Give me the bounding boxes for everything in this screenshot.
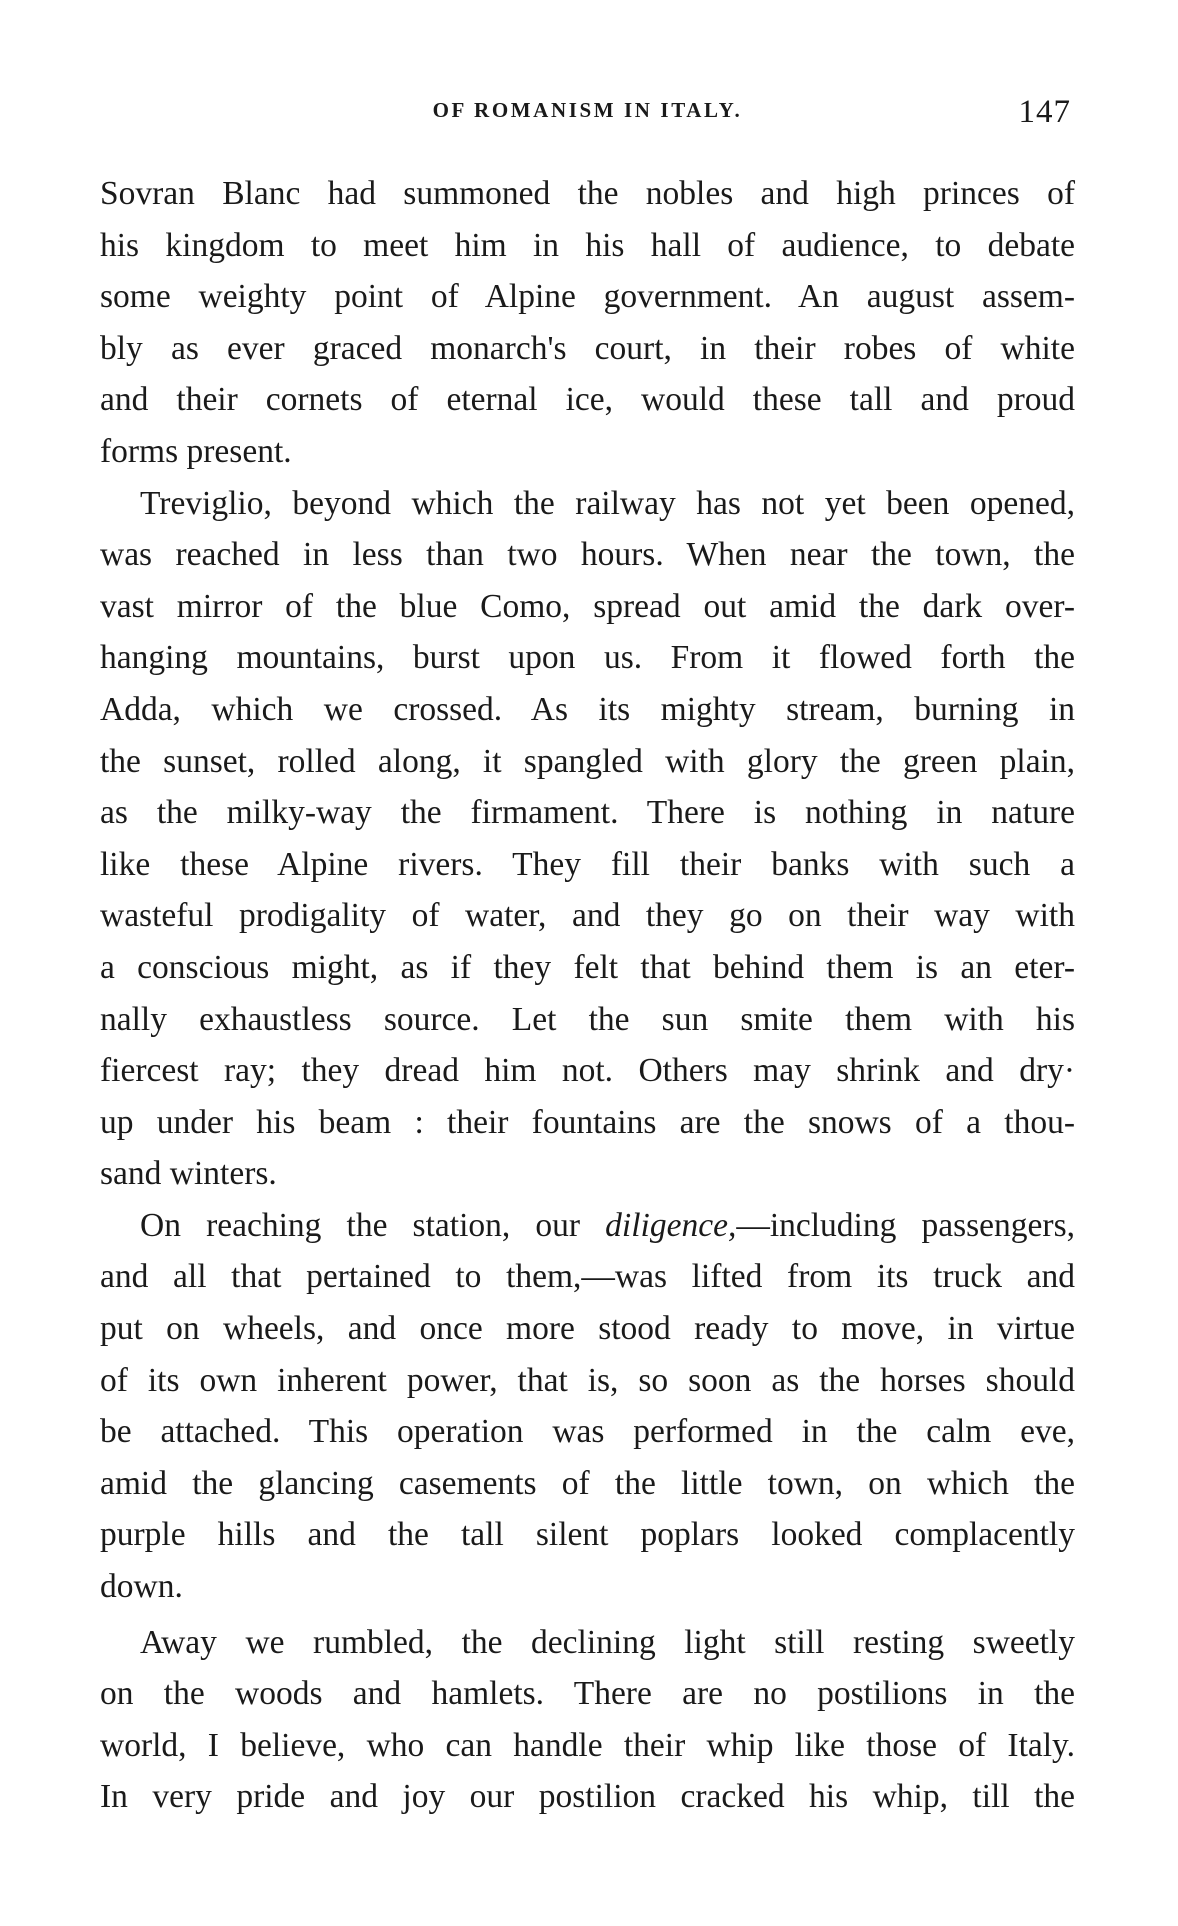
page-number: 147 xyxy=(1018,94,1071,130)
text-line: his kingdom to meet him in his hall of audience, to debate xyxy=(100,226,1075,264)
paragraph-3 xyxy=(100,1200,1075,1613)
text-line: wasteful prodigality of water, and they go on their way with xyxy=(100,897,1075,935)
text-line: down. xyxy=(100,1568,183,1606)
text-line: of its own inherent power, that is, so soon as the horses should xyxy=(100,1361,1075,1399)
paragraph-1 xyxy=(100,168,1075,478)
text-line: vast mirror of the blue Como, spread out amid the dark over- xyxy=(100,587,1075,625)
text-line: bly as ever graced monarch's court, in their robes of white xyxy=(100,329,1075,367)
text-line: and all that pertained to them,—was lifted from its truck and xyxy=(100,1258,1075,1296)
text-line: up under his beam : their fountains are the snows of a thou- xyxy=(100,1103,1075,1141)
text-line: Adda, which we crossed. As its mighty stream, burning in xyxy=(100,690,1075,728)
text-line: forms present. xyxy=(100,432,292,470)
paragraph-4 xyxy=(100,1617,1075,1823)
text-line: was reached in less than two hours. When near the town, the xyxy=(100,536,1075,574)
text-line: as the milky-way the firmament. There is nothing in nature xyxy=(100,794,1075,832)
text-line: sand winters. xyxy=(100,1155,277,1193)
text-line: Treviglio, beyond which the railway has not yet been opened, xyxy=(140,484,1075,522)
text-line-with-italic xyxy=(100,1200,1075,1252)
paragraph-2 xyxy=(100,478,1075,1200)
text-line: put on wheels, and once more stood ready to move, in virtue xyxy=(100,1310,1075,1348)
text-line: In very pride and joy our postilion cracked his whip, till the xyxy=(100,1778,1075,1816)
text-line: world, I believe, who can handle their whip like those of Italy. xyxy=(100,1726,1075,1764)
text-line: on the woods and hamlets. There are no postilions in the xyxy=(100,1675,1075,1713)
text-segment: —including passengers, xyxy=(736,1206,1075,1244)
text-line: Sovran Blanc had summoned the nobles and high princes of xyxy=(100,175,1075,212)
text-line: fiercest ray; they dread him not. Others may shrink and dry· xyxy=(100,1052,1075,1090)
text-segment: On reaching the station, our xyxy=(140,1206,606,1244)
italic-word: diligence, xyxy=(605,1206,737,1244)
text-line: the sunset, rolled along, it spangled with glory the green plain, xyxy=(100,742,1075,780)
text-line: purple hills and the tall silent poplars looked complacently xyxy=(100,1516,1075,1554)
text-line: nally exhaustless source. Let the sun smite them with his xyxy=(100,1000,1075,1038)
text-line: be attached. This operation was performed in the calm eve, xyxy=(100,1413,1075,1451)
text-line: and their cornets of eternal ice, would these tall and proud xyxy=(100,381,1075,419)
text-line: amid the glancing casements of the little town, on which the xyxy=(100,1464,1075,1502)
running-head xyxy=(100,94,1075,134)
text-line: Away we rumbled, the declining light still resting sweetly xyxy=(140,1623,1075,1661)
text-line: some weighty point of Alpine government. An august assem- xyxy=(100,278,1075,316)
text-line: hanging mountains, burst upon us. From it flowed forth the xyxy=(100,639,1075,677)
body-text xyxy=(100,168,1075,1823)
running-title: OF ROMANISM IN ITALY. xyxy=(432,98,743,122)
text-line: a conscious might, as if they felt that behind them is an eter- xyxy=(100,948,1075,986)
text-line: like these Alpine rivers. They fill their banks with such a xyxy=(100,845,1075,883)
